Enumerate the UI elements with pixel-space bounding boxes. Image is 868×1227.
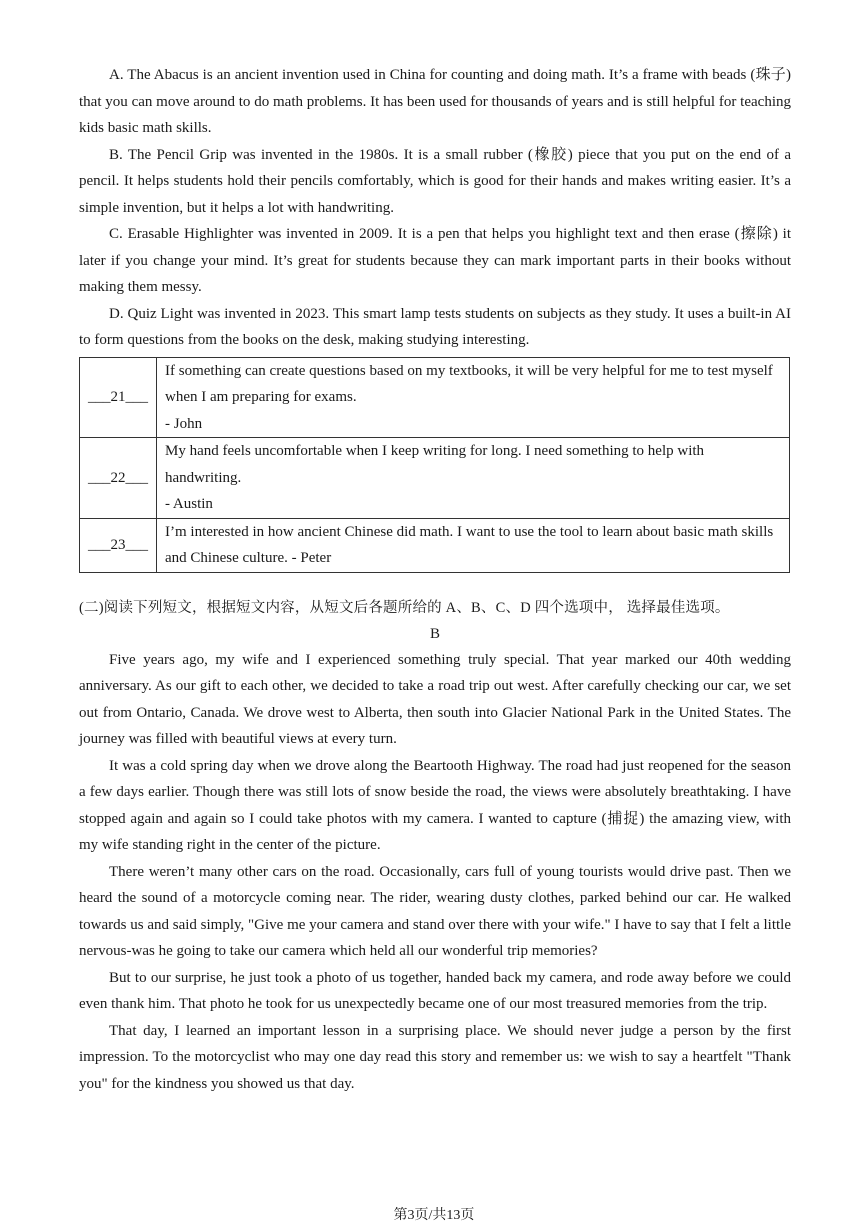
option-a: A. The Abacus is an ancient invention used in China for counting and doing math. It’s a frame with beads (珠子) that you can move around to do math problems. It has been used for thousands of years and is still helpful for teaching kids basic math skills. <box>79 67 791 136</box>
statement-line: My hand feels uncomfortable when I keep writing for long. I need something to help with handwriting. <box>165 443 705 486</box>
passage-paragraph: It was a cold spring day when we drove along the Beartooth Highway. The road had just reopened for the season a few days earlier. Though there was still lots of snow beside the road, the views were absolutely breathtaking. I have stopped again and again so I could take photos with my camera. I wanted to capture (捕捉) the amazing view, with my wife standing right in the center of the picture. <box>79 757 791 853</box>
table-row <box>80 518 790 572</box>
statement-line: and Chinese culture. - Peter <box>165 550 332 566</box>
passage-paragraph: That day, I learned an important lesson in a surprising place. We should never judge a person by the first impression. To the motorcyclist who may one day read this story and remember us: we wish to say a heartfelt "Thank you" for the kindness you showed us that day. <box>79 1022 791 1092</box>
page-number: 第3页/共13页 <box>393 1208 475 1223</box>
table-row <box>80 438 790 519</box>
section-instructions: (二)阅读下列短文，根据短文内容，从短文后各题所给的 A、B、C、D 四个选项中， 选择最佳选项。 <box>79 599 730 616</box>
passage-paragraph: Five years ago, my wife and I experienced something truly special. That year marked our 40th wedding anniversary. As our gift to each other, we decided to take a road trip out west. After carefully checking our car, we set out from Ontario, Canada. We drove west to Alberta, then south into Glacier National Park in the United States. The journey was filled with beautiful views at every turn. <box>79 651 791 747</box>
option-c: C. Erasable Highlighter was invented in 2009. It is a pen that helps you highlight text and then erase (擦除) it later if you change your mind. It’s great for students because they can mark important parts in their books without making them messy. <box>79 226 791 295</box>
statement-author: - John <box>165 415 203 432</box>
blank-21[interactable]: ___21___ <box>80 357 157 438</box>
table-row <box>80 357 790 438</box>
statement-cell <box>157 518 790 572</box>
statement-cell <box>157 357 790 438</box>
matching-table <box>79 357 790 573</box>
document-page <box>79 62 791 1097</box>
option-b: B. The Pencil Grip was invented in the 1980s. It is a small rubber (橡胶) piece that you put on the end of a pencil. It helps students hold their pencils comfortably, which is good for their hands and makes writing easier. It’s a simple invention, but it helps a lot with handwriting. <box>79 146 791 216</box>
statement-author: - Austin <box>165 496 213 512</box>
statement-line: I’m interested in how ancient Chinese did math. I want to use the tool to learn about basic math skills <box>165 523 774 540</box>
option-d: D. Quiz Light was invented in 2023. This smart lamp tests students on subjects as they study. It uses a built-in AI to form questions from the books on the desk, making studying interesting. <box>79 305 791 348</box>
section-letter: B <box>429 625 440 642</box>
blank-22[interactable]: ___22___ <box>80 438 157 519</box>
blank-23[interactable]: ___23___ <box>80 518 157 572</box>
statement-cell <box>157 438 790 519</box>
passage-paragraph: But to our surprise, he just took a photo of us together, handed back my camera, and rode away before we could even thank him. That photo he took for us unexpectedly became one of our most treasured memories from the trip. <box>79 969 791 1012</box>
statement-line: when I am preparing for exams. <box>165 389 357 405</box>
statement-line: If something can create questions based on my textbooks, it will be very helpful for me to test myself <box>165 362 773 379</box>
passage-paragraph: There weren’t many other cars on the road. Occasionally, cars full of young tourists would drive past. Then we heard the sound of a motorcycle coming near. The rider, wearing dusty clothes, parked behind our car. He walked towards us and said simply, "Give me your camera and stand over there with your wife." I have to say that I felt a little nervous-was he going to take our camera which held all our wonderful trip memories? <box>79 863 791 959</box>
